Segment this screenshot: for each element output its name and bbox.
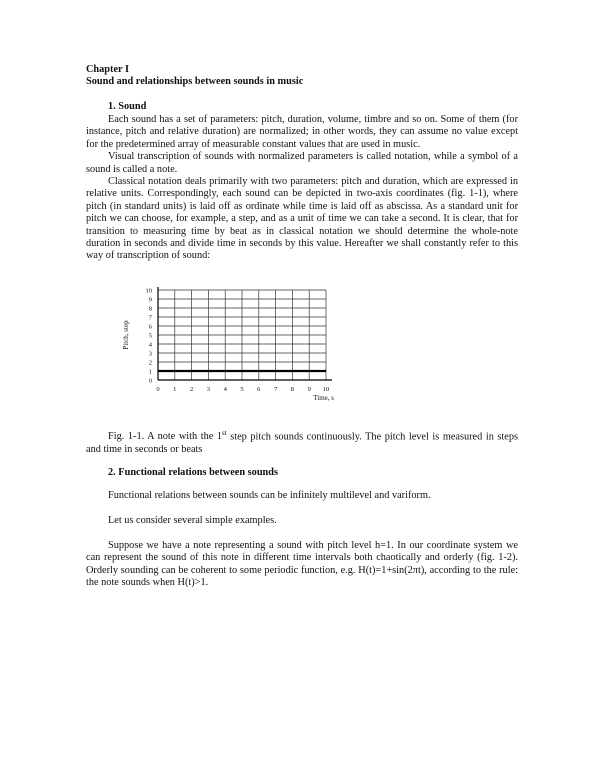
section1-paragraph-2: Visual transcription of sounds with normalized parameters is called notation, while a symbol of a sound is called a note. [86,151,518,175]
chapter-title: Sound and relationships between sounds in music [86,76,304,87]
x-axis-label: Time, s [313,394,334,402]
x-tick-label: 7 [273,386,278,393]
x-tick-label: 10 [322,386,330,393]
section2-paragraph-3: Suppose we have a note representing a sound with pitch level h=1. In our coordinate system we can represent the sound of this note in different time intervals both chaotically and orderly (fig. 1-2). Orderly sounding can be coherent to some periodic function, e.g. H(t)=1+sin(2πt), according to the rule: the note sounds when H(t)>1. [86,540,518,589]
section1-body [86,114,518,263]
section1-paragraph-3: Classical notation deals primarily with two parameters: pitch and duration, which are expressed in relative units. Correspondingly, each sound can be depicted in two-axis coordinates (fig. 1-1), where pitch (in standard units) is laid off as ordinate while time is laid off as abscissa. As a standard unit for pitch we can choose, for example, a step, and as a unit of time we can take a second. It is clear, that for transition to measuring time by beat as in classical notation we should determine the whole-note duration in seconds and divide time in seconds by this value. Hereafter we shall constantly refer to this way of transcription of sound: [86,176,518,262]
caption-superscript: st [222,429,227,437]
y-axis-label: Pitch, step [122,320,130,350]
y-tick-label: 2 [148,359,152,367]
section1-paragraph-1: Each sound has a set of parameters: pitch, duration, volume, timbre and so on. Some of them (for instance, pitch and relative duration) are normalized; in other words, they can assume no value except for the predetermined array of measurable constant values that are used in music. [86,114,518,150]
y-tick-label: 3 [148,350,152,358]
y-tick-label: 1 [148,368,152,376]
y-tick-label: 0 [148,377,152,385]
x-tick-label: 8 [290,386,295,393]
x-tick-label: 3 [206,386,211,393]
x-tick-label: 1 [173,386,177,393]
x-tick-label: 4 [223,386,227,393]
x-tick-label: 0 [156,386,160,393]
x-tick-label: 5 [240,386,244,393]
y-tick-label: 7 [148,314,152,322]
y-tick-label: 6 [148,323,152,331]
section2-paragraph-1: Functional relations between sounds can be infinitely multilevel and variform. [108,490,431,501]
x-tick-label: 6 [257,386,261,393]
y-tick-label: 5 [148,332,152,340]
caption-prefix: Fig. 1-1. A note with the 1 [108,431,222,443]
section2-heading: 2. Functional relations between sounds [108,467,279,478]
y-tick-label: 8 [148,305,152,313]
x-tick-label: 9 [307,386,311,393]
figure-1-1-chart [112,282,344,414]
chapter-label: Chapter I [86,64,130,75]
x-tick-label: 2 [189,386,194,393]
section1-heading: 1. Sound [108,101,147,112]
y-tick-label: 10 [145,287,152,295]
caption-rest: step pitch sounds continuously. The pitch level is measured in steps and time in seconds or beats [86,431,518,455]
section2-paragraph-2: Let us consider several simple examples. [108,515,277,526]
y-tick-label: 9 [148,296,152,304]
y-tick-label: 4 [148,341,152,349]
figure-caption [86,427,518,456]
